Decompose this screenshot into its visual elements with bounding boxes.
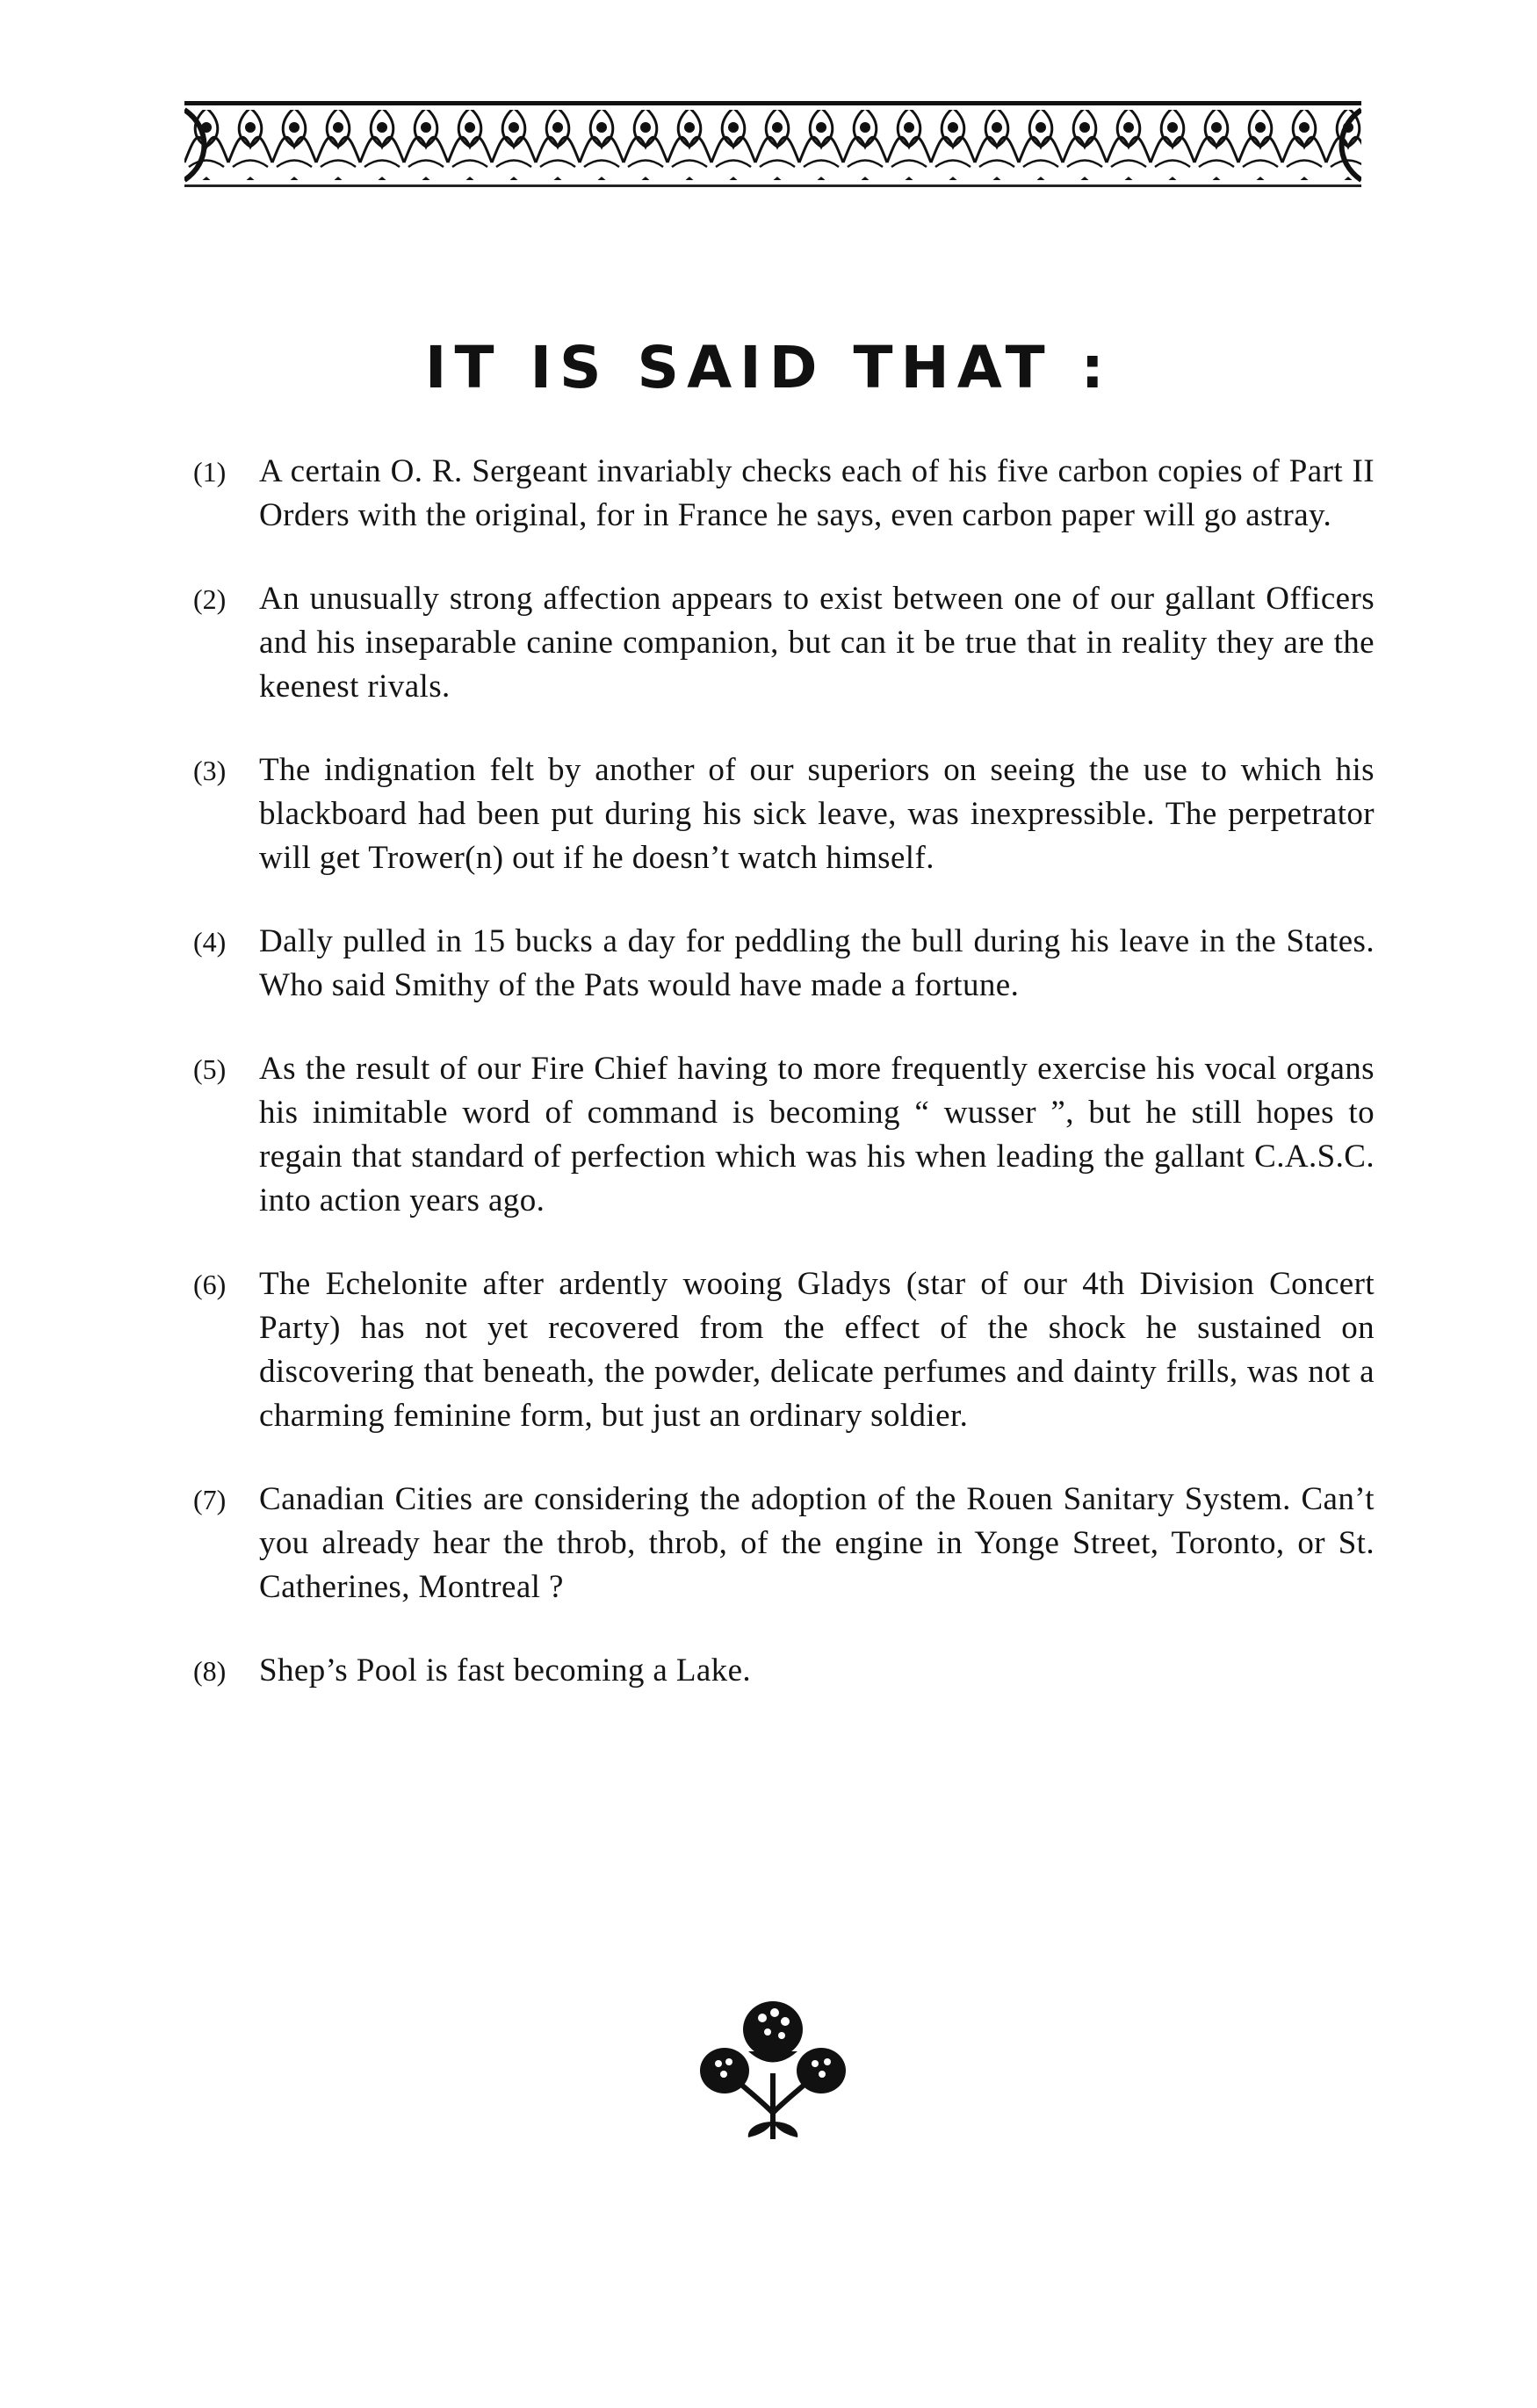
item-text: Dally pulled in 15 bucks a day for peddling the bull during his leave in the States. Who said Smithy of the Pats would have made a fortune. [259, 923, 1375, 1003]
list-item [193, 1262, 1375, 1438]
item-text: Shep’s Pool is fast becoming a Lake. [259, 1652, 752, 1688]
item-text: The indignation felt by another of our superiors on seeing the use to which his blackboard had been put during his sick leave, was inexpressible. The perpetrator will get Trower(n) out if he doesn’t watch himself. [259, 752, 1375, 876]
item-number: (4) [193, 926, 227, 958]
item-text: A certain O. R. Sergeant invariably checks each of his five carbon copies of Part II Orders with the original, for in France he says, even carbon paper will go astray. [259, 453, 1375, 533]
list-item [193, 920, 1375, 1008]
flower-ornament-icon [694, 1990, 852, 2144]
list-item [193, 1649, 1375, 1693]
item-number: (7) [193, 1484, 227, 1515]
item-text: An unusually strong affection appears to exist between one of our gallant Officers and his inseparable canine companion, but can it be true that in reality they are the keenest rivals. [259, 581, 1375, 705]
item-text: Canadian Cities are considering the adoption of the Rouen Sanitary System. Can’t you already hear the throb, throb, of the engine in Yonge Street, Toronto, or St. Catherines, Montreal ? [259, 1481, 1375, 1605]
item-number: (5) [193, 1053, 227, 1085]
said-that-list [193, 450, 1375, 1732]
item-number: (2) [193, 583, 227, 615]
list-item [193, 1478, 1375, 1609]
list-item [193, 1047, 1375, 1223]
decorative-header-border [184, 101, 1361, 198]
list-item [193, 748, 1375, 880]
item-number: (3) [193, 755, 227, 786]
page-title: IT IS SAID THAT : [424, 334, 1113, 401]
list-item [193, 450, 1375, 538]
item-text: The Echelonite after ardently wooing Gladys (star of our 4th Division Concert Party) has not yet recovered from the effect of the shock he sustained on discovering that beneath, the powder, delicate perfumes and dainty frills, was not a charming feminine form, but just an ordinary soldier. [259, 1266, 1375, 1434]
item-number: (6) [193, 1269, 227, 1300]
list-item [193, 577, 1375, 709]
item-text: As the result of our Fire Chief having to more frequently exercise his vocal organs his inimitable word of command is becoming “ wusser ”, but he still hopes to regain that standard of perfection which was his when leading the gallant C.A.S.C. into action years ago. [259, 1051, 1375, 1218]
item-number: (1) [193, 456, 227, 488]
ornament-border-icon [184, 101, 1361, 198]
item-number: (8) [193, 1655, 227, 1687]
